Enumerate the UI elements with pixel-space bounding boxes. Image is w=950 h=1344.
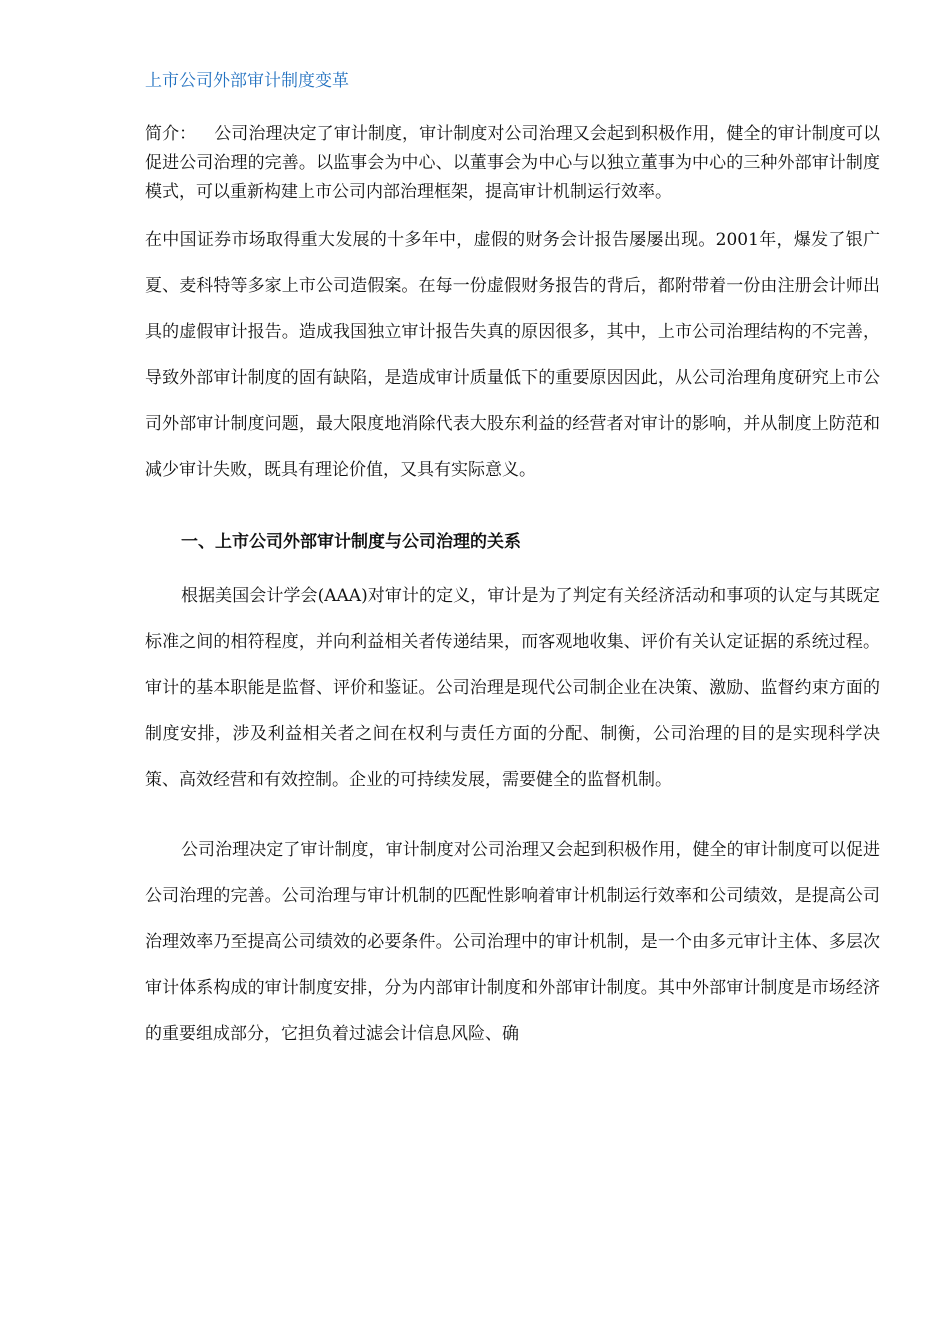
document-title: 上市公司外部审计制度变革 [145,71,349,91]
intro-paragraph: 在中国证券市场取得重大发展的十多年中，虚假的财务会计报告屡屡出现。2001年，爆发了银广夏、麦科特等多家上市公司造假案。在每一份虚假财务报告的背后，都附带着一份由注册会计师出具的虚假审计报告。造成我国独立审计报告失真的原因很多，其中，上市公司治理结构的不完善，导致外部审计制度的固有缺陷，是造成审计质量低下的重要原因因此，从公司治理角度研究上市公司外部审计制度问题，最大限度地消除代表大股东利益的经营者对审计的影响，并从制度上防范和减少审计失败，既具有理论价值，又具有实际意义。 [145,230,880,480]
document-page [145,66,880,1057]
section-heading: 一、上市公司外部审计制度与公司治理的关系 [181,532,521,552]
body-paragraph: 根据美国会计学会(AAA)对审计的定义，审计是为了判定有关经济活动和事项的认定与其既定标准之间的相符程度，并向利益相关者传递结果，而客观地收集、评价有关认定证据的系统过程。审计的基本职能是监督、评价和鉴证。公司治理是现代公司制企业在决策、激励、监督约束方面的制度安排，涉及利益相关者之间在权利与责任方面的分配、制衡，公司治理的目的是实现科学决策、高效经营和有效控制。企业的可持续发展，需要健全的监督机制。 [145,586,880,790]
abstract-text: 公司治理决定了审计制度，审计制度对公司治理又会起到积极作用，健全的审计制度可以促进公司治理的完善。以监事会为中心、以董事会为中心与以独立董事为中心的三种外部审计制度模式，可以重新构建上市公司内部治理框架，提高审计机制运行效率。 [145,124,881,202]
body-paragraph: 公司治理决定了审计制度，审计制度对公司治理又会起到积极作用，健全的审计制度可以促进公司治理的完善。公司治理与审计机制的匹配性影响着审计机制运行效率和公司绩效，是提高公司治理效率乃至提高公司绩效的必要条件。公司治理中的审计机制，是一个由多元审计主体、多层次审计体系构成的审计制度安排，分为内部审计制度和外部审计制度。其中外部审计制度是市场经济的重要组成部分，它担负着过滤会计信息风险、确 [145,840,880,1044]
abstract [145,120,880,207]
abstract-label: 简介： [145,124,197,144]
